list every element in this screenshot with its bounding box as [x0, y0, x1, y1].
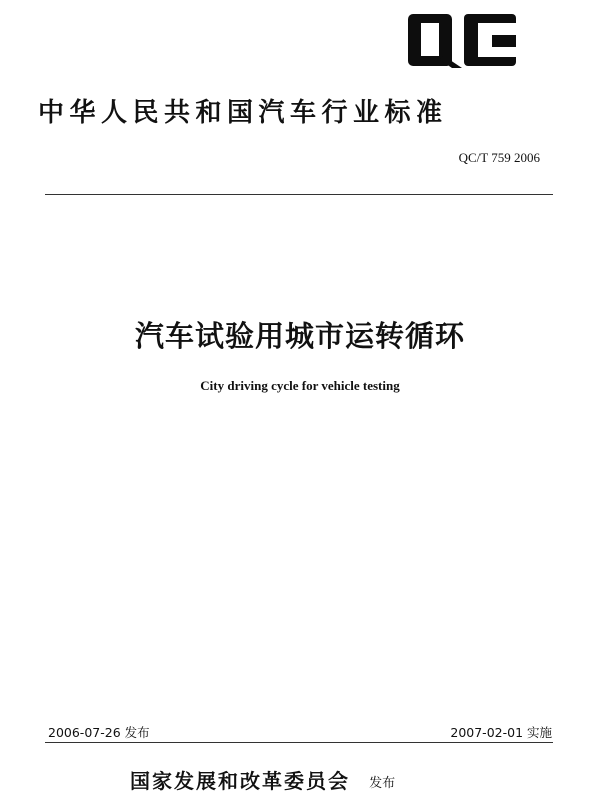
standard-category: 中华人民共和国汽车行业标准: [38, 98, 448, 128]
document-title-en: City driving cycle for vehicle testing: [200, 378, 400, 393]
standard-number: QC/T 759 2006: [458, 150, 540, 165]
bottom-divider: [45, 742, 553, 743]
issue-date: 2006-07-26 发布: [48, 725, 150, 740]
document-title-zh: 汽车试验用城市运转循环: [134, 319, 465, 353]
qc-logo: [406, 12, 520, 70]
qc-logo-graphic: [406, 12, 520, 70]
implementation-date: 2007-02-01 实施: [450, 725, 552, 740]
publisher-line: [130, 765, 395, 794]
top-divider: [45, 194, 553, 195]
publisher-action: 发布: [369, 776, 396, 791]
publisher-name: 国家发展和改革委员会: [130, 769, 350, 793]
